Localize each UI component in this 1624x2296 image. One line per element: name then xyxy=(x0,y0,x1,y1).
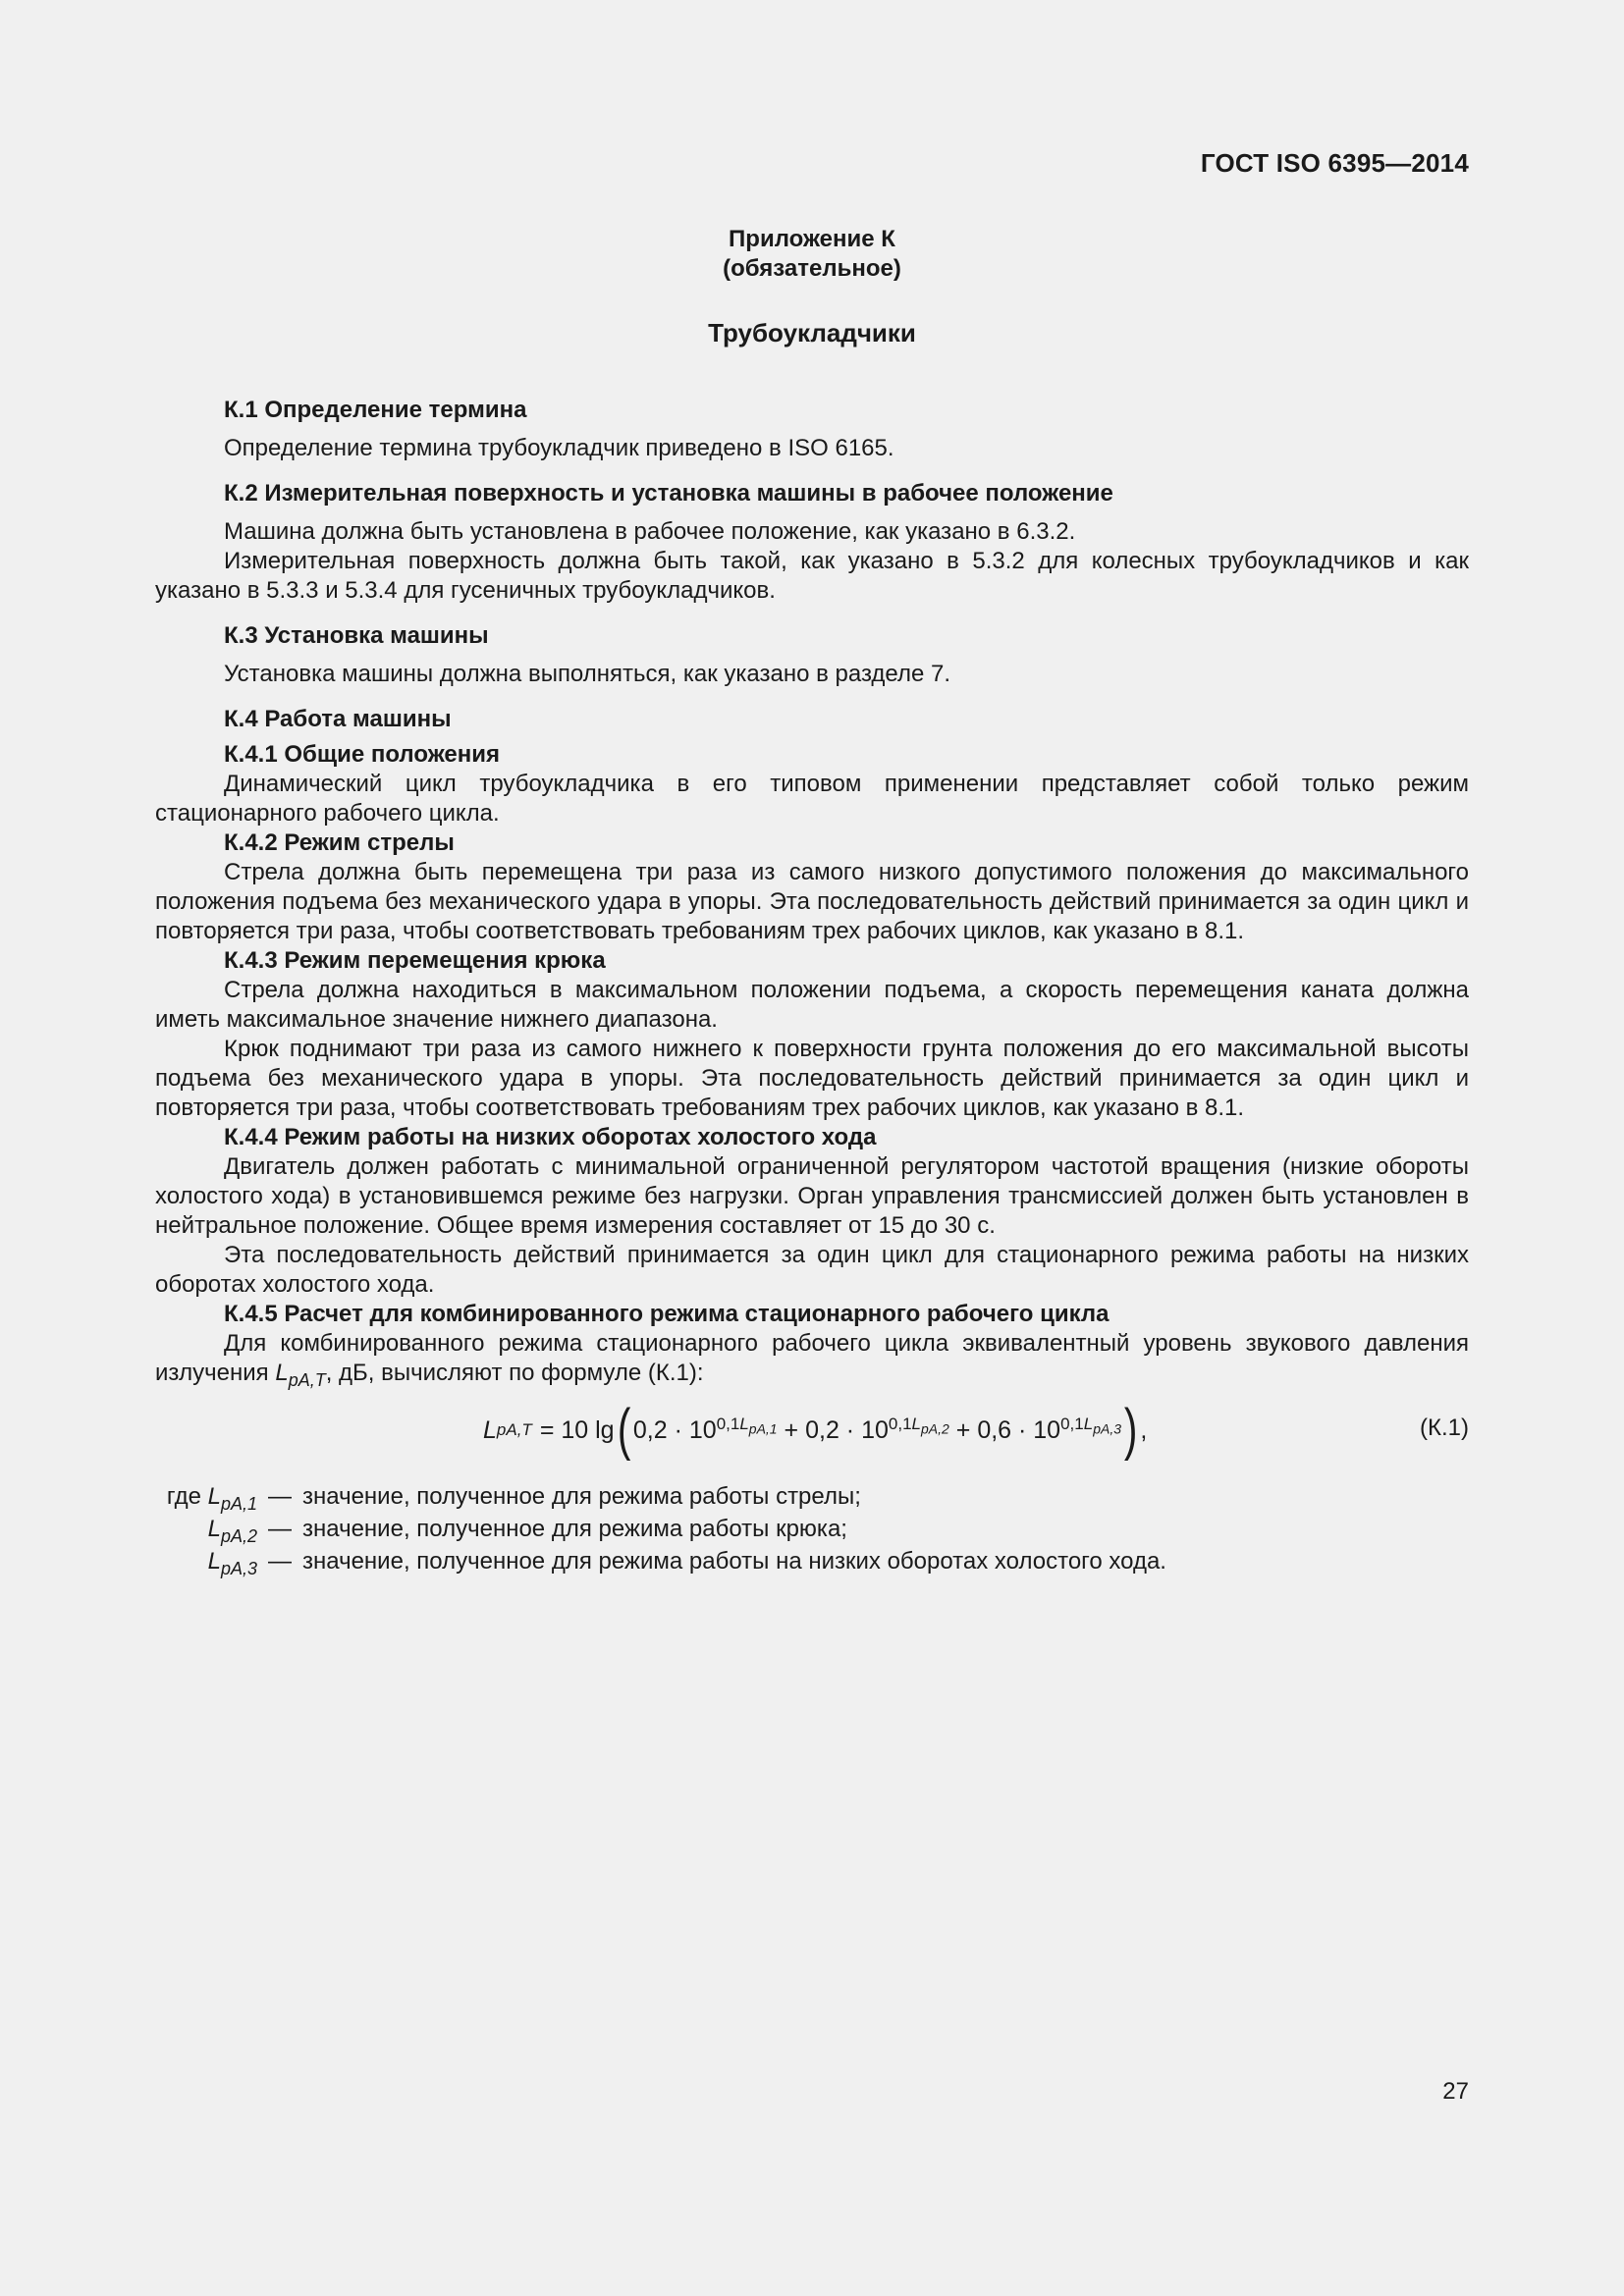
formula-k1 xyxy=(155,1392,1469,1465)
section-k2-heading: К.2 Измерительная поверхность и установка машины в рабочее положение xyxy=(224,480,1113,507)
document-id: ГОСТ ISO 6395—2014 xyxy=(1200,148,1469,178)
section-k41-heading: К.4.1 Общие положения xyxy=(224,741,500,768)
section-k1-text: Определение термина трубоукладчик приведено в ISO 6165. xyxy=(224,435,894,461)
section-k1-heading: К.1 Определение термина xyxy=(224,397,527,423)
section-k41-text: Динамический цикл трубоукладчика в его типовом применении представляет собой только режим стационарного рабочего цикла. xyxy=(155,771,1469,827)
section-k43-heading: К.4.3 Режим перемещения крюка xyxy=(224,947,606,974)
section-k44-text-2: Эта последовательность действий принимается за один цикл для стационарного режима работы на низких оборотах холостого хода. xyxy=(155,1242,1469,1298)
section-k44-text-1: Двигатель должен работать с минимальной ограниченной регулятором частотой вращения (низкие обороты холостого хода) в установившемся режиме без нагрузки. Орган управления трансмиссией должен быть установлен в нейтральное положение. Общее время измерения составляет от 15 до 30 с. xyxy=(155,1153,1469,1239)
section-k3-heading: К.3 Установка машины xyxy=(224,622,489,649)
section-k42-heading: К.4.2 Режим стрелы xyxy=(224,829,455,856)
definition-row: $L_{pA,3}$ — значение, полученное для режима работы на низких оборотах холостого хода. xyxy=(207,1548,1166,1578)
section-k45-text: Для комбинированного режима стационарного рабочего цикла эквивалентный уровень звукового давления излучения $L_{pA,T}$, дБ, вычисляют по формуле (К.1): xyxy=(155,1330,1469,1390)
section-k45-heading: К.4.5 Расчет для комбинированного режима стационарного рабочего цикла xyxy=(224,1301,1110,1327)
annex-body xyxy=(155,396,1469,1579)
section-k44-heading: К.4.4 Режим работы на низких оборотах холостого хода xyxy=(224,1124,877,1150)
document-page xyxy=(155,0,1469,2296)
definition-row: $L_{pA,2}$ — значение, полученное для режима работы крюка; xyxy=(207,1516,847,1546)
annex-title: Трубоукладчики xyxy=(708,318,916,347)
section-k3-text: Установка машины должна выполняться, как указано в разделе 7. xyxy=(224,661,951,687)
annex-heading xyxy=(155,225,1469,284)
definition-row: где $L_{pA,1}$ — значение, полученное для режима работы стрелы; xyxy=(166,1483,861,1514)
page-number: 27 xyxy=(1442,2078,1469,2105)
formula-number: (К.1) xyxy=(1420,1415,1469,1441)
formula-expression: L pA,T = 10 lg ( 0,2 · 10 $^{0,1L_{pA,1}}$ + 0,2 · 10 $^{0,1L_{pA,2}}$ + 0,6 · 10 $^{0,1L_{pA,3}}$ ) , xyxy=(483,1398,1148,1462)
section-k42-text: Стрела должна быть перемещена три раза из самого низкого допустимого положения до максимального положения подъема без механического удара в упоры. Эта последовательность действий принимается за один цикл и повторяется три раза, чтобы соответствовать требованиям трех рабочих циклов, как указано в 8.1. xyxy=(155,859,1469,944)
annex-status: (обязательное) xyxy=(723,255,901,282)
section-k4-heading: К.4 Работа машины xyxy=(224,706,452,732)
section-k2-text-2: Измерительная поверхность должна быть такой, как указано в 5.3.2 для колесных трубоукладчиков и как указано в 5.3.3 и 5.3.4 для гусеничных трубоукладчиков. xyxy=(155,548,1469,604)
section-k43-text-1: Стрела должна находиться в максимальном положении подъема, а скорость перемещения каната должна иметь максимальное значение нижнего диапазона. xyxy=(155,977,1469,1033)
symbol-definitions xyxy=(155,1482,1469,1579)
section-k2-text-1: Машина должна быть установлена в рабочее положение, как указано в 6.3.2. xyxy=(224,518,1076,545)
section-k43-text-2: Крюк поднимают три раза из самого нижнего к поверхности грунта положения до его максимальной высоты подъема без механического удара в упоры. Эта последовательность действий принимается за один цикл и повторяется три раза, чтобы соответствовать требованиям трех рабочих циклов, как указано в 8.1. xyxy=(155,1036,1469,1121)
annex-label: Приложение К xyxy=(729,226,895,252)
